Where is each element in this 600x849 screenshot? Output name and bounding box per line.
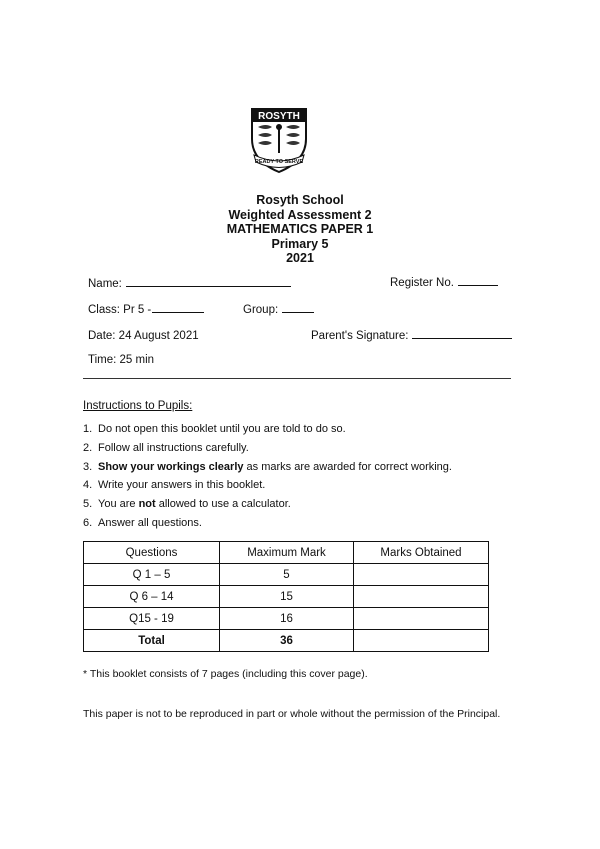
pages-note: * This booklet consists of 7 pages (including this cover page). <box>83 668 368 680</box>
list-item: 2. Follow all instructions carefully. <box>83 441 249 454</box>
marks-table <box>83 541 489 652</box>
svg-text:ROSYTH: ROSYTH <box>258 111 300 122</box>
class-line[interactable] <box>152 312 204 313</box>
instructions-list <box>83 423 452 536</box>
list-item: 1. Do not open this booklet until you are told to do so. <box>83 423 346 435</box>
register-line[interactable] <box>458 285 498 286</box>
questions-cell: Q 6 – 14 <box>84 586 220 608</box>
level: Primary 5 <box>271 236 329 251</box>
name-line[interactable] <box>126 286 291 287</box>
cover-title-block <box>0 193 600 266</box>
list-item: 5. You are not allowed to use a calculator. <box>83 498 291 511</box>
school-name: Rosyth School <box>256 193 344 207</box>
max-mark-cell: 16 <box>220 608 354 630</box>
copyright-note: This paper is not to be reproduced in part or whole without the permission of the Principal. <box>83 708 501 720</box>
signature-label: Parent's Signature: <box>311 330 409 342</box>
obtained-cell[interactable] <box>354 586 489 608</box>
group-field[interactable] <box>243 304 314 316</box>
assessment-name: Weighted Assessment 2 <box>228 207 372 222</box>
time-field <box>88 354 154 366</box>
signature-line[interactable] <box>412 338 512 339</box>
obtained-cell[interactable] <box>354 630 489 652</box>
header-marks-obtained: Marks Obtained <box>354 542 489 564</box>
school-crest <box>248 105 310 175</box>
svg-text:READY TO SERVE: READY TO SERVE <box>254 159 304 165</box>
date-field <box>88 330 199 342</box>
class-field[interactable] <box>88 304 204 316</box>
group-label: Group: <box>243 304 279 316</box>
register-field[interactable] <box>390 277 498 289</box>
table-row <box>84 564 489 586</box>
name-label: Name: <box>88 278 122 290</box>
instructions-heading: Instructions to Pupils: <box>83 400 193 412</box>
class-label: Class: Pr 5 - <box>88 304 152 316</box>
name-field[interactable] <box>88 278 291 290</box>
list-item: 6. Answer all questions. <box>83 516 202 529</box>
table-total-row <box>84 630 489 652</box>
register-label: Register No. <box>390 277 454 289</box>
paper-title: MATHEMATICS PAPER 1 <box>226 222 374 236</box>
list-item: 4. Write your answers in this booklet. <box>83 479 266 492</box>
obtained-cell[interactable] <box>354 564 489 586</box>
max-mark-cell: 15 <box>220 586 354 608</box>
questions-cell: Total <box>84 630 220 652</box>
max-mark-cell: 5 <box>220 564 354 586</box>
table-row <box>84 586 489 608</box>
questions-cell: Q15 - 19 <box>84 608 220 630</box>
time-label: Time: 25 min <box>88 354 155 366</box>
signature-field[interactable] <box>311 330 512 342</box>
max-mark-cell: 36 <box>220 630 354 652</box>
year: 2021 <box>286 251 314 265</box>
questions-cell: Q 1 – 5 <box>84 564 220 586</box>
group-line[interactable] <box>282 312 314 313</box>
date-label: Date: 24 August 2021 <box>88 330 199 342</box>
list-item: 3. Show your workings clearly as marks are awarded for correct working. <box>83 460 452 473</box>
table-header-row <box>84 542 489 564</box>
obtained-cell[interactable] <box>354 608 489 630</box>
table-row <box>84 608 489 630</box>
header-questions: Questions <box>84 542 220 564</box>
header-max-mark: Maximum Mark <box>220 542 354 564</box>
divider <box>83 378 511 379</box>
